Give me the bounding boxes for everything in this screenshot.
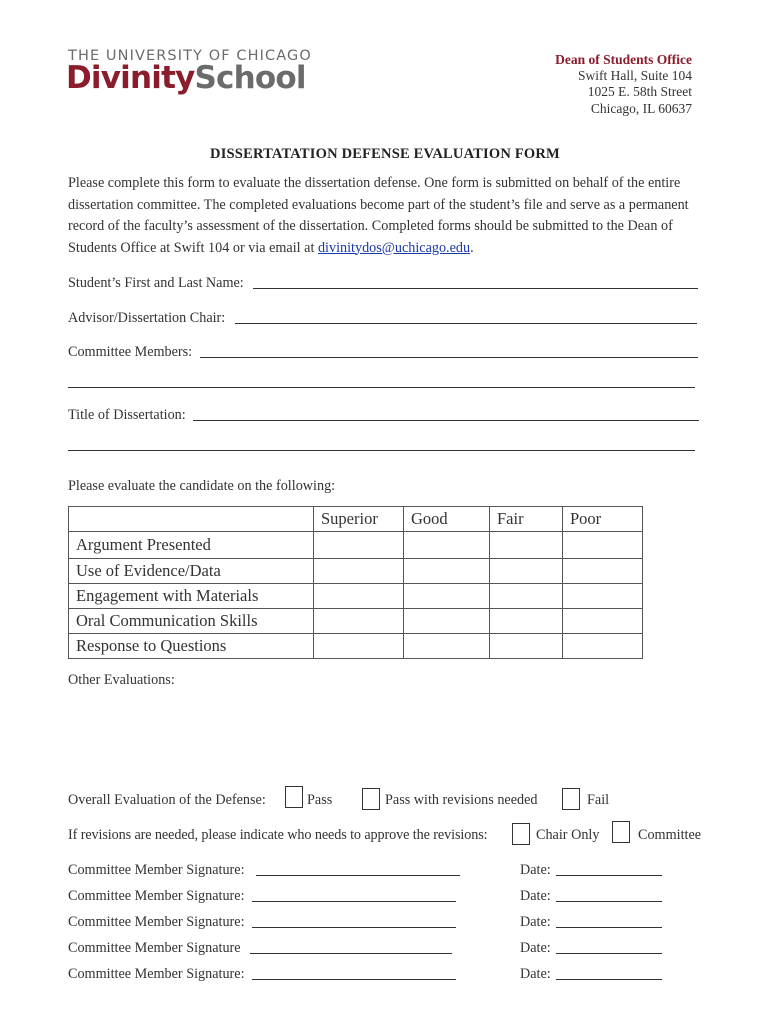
intro-text: Please complete this form to evaluate the dissertation defense. One form is submitted on behalf of the entire dissertation committee. The completed evaluations become part of the student’s file and serve as a permanent record of the faculty’s assessment of the dissertation. Completed forms should be submitted to the Dean of Students Office at Swift 104 or via email at xyxy=(68,175,689,256)
logo-university: THE UNIVERSITY OF CHICAGO xyxy=(68,48,312,64)
address-line-1: Swift Hall, Suite 104 xyxy=(578,68,692,84)
signature-label: Committee Member Signature: xyxy=(68,914,245,930)
rating-cell[interactable] xyxy=(314,609,404,634)
header-blank xyxy=(69,507,314,532)
signature-label: Committee Member Signature: xyxy=(68,862,245,878)
advisor-field[interactable] xyxy=(235,323,697,324)
criterion-engagement: Engagement with Materials xyxy=(69,584,314,609)
evaluation-table xyxy=(68,506,643,659)
intro-end: . xyxy=(470,239,474,256)
column-fair: Fair xyxy=(490,507,563,532)
committee-label: Committee xyxy=(638,827,702,843)
fail-checkbox[interactable] xyxy=(562,788,580,810)
date-field[interactable] xyxy=(556,979,662,980)
table-row xyxy=(69,559,643,584)
criterion-evidence: Use of Evidence/Data xyxy=(69,559,314,584)
rating-cell[interactable] xyxy=(490,584,563,609)
rating-cell[interactable] xyxy=(404,609,490,634)
committee-members-field-2[interactable] xyxy=(68,387,695,388)
signature-field[interactable] xyxy=(252,927,456,928)
evaluation-prompt: Please evaluate the candidate on the following: xyxy=(68,478,336,494)
revisions-label: If revisions are needed, please indicate who needs to approve the revisions: xyxy=(68,827,488,843)
rating-cell[interactable] xyxy=(563,532,643,559)
signature-field[interactable] xyxy=(252,979,456,980)
dissertation-title-label: Title of Dissertation: xyxy=(68,407,186,423)
rating-cell[interactable] xyxy=(314,559,404,584)
rating-cell[interactable] xyxy=(490,532,563,559)
column-good: Good xyxy=(404,507,490,532)
rating-cell[interactable] xyxy=(404,584,490,609)
intro-paragraph xyxy=(68,173,708,259)
advisor-label: Advisor/Dissertation Chair: xyxy=(68,310,226,326)
criterion-response: Response to Questions xyxy=(69,634,314,659)
rating-cell[interactable] xyxy=(563,609,643,634)
rating-cell[interactable] xyxy=(563,559,643,584)
rating-cell[interactable] xyxy=(314,584,404,609)
rating-cell[interactable] xyxy=(314,634,404,659)
rating-cell[interactable] xyxy=(490,559,563,584)
date-label: Date: xyxy=(520,914,551,930)
logo-word-school: School xyxy=(194,60,306,96)
criterion-argument: Argument Presented xyxy=(69,532,314,559)
table-row xyxy=(69,609,643,634)
pass-with-revisions-label: Pass with revisions needed xyxy=(385,792,538,808)
fail-label: Fail xyxy=(587,792,610,808)
rating-cell[interactable] xyxy=(404,532,490,559)
logo-divinity-school xyxy=(66,60,306,96)
office-address xyxy=(555,52,692,117)
signature-field[interactable] xyxy=(250,953,452,954)
date-label: Date: xyxy=(520,888,551,904)
rating-cell[interactable] xyxy=(404,559,490,584)
pass-checkbox[interactable] xyxy=(285,786,303,808)
form-title: DISSERTATATION DEFENSE EVALUATION FORM xyxy=(210,146,560,162)
committee-members-field[interactable] xyxy=(200,357,698,358)
student-name-field[interactable] xyxy=(253,288,698,289)
pass-label: Pass xyxy=(307,792,333,808)
rating-cell[interactable] xyxy=(563,634,643,659)
committee-members-label: Committee Members: xyxy=(68,344,193,360)
chair-only-label: Chair Only xyxy=(536,827,600,843)
table-row xyxy=(69,634,643,659)
date-label: Date: xyxy=(520,940,551,956)
committee-checkbox[interactable] xyxy=(612,821,630,843)
address-line-3: Chicago, IL 60637 xyxy=(590,100,692,116)
pass-with-revisions-checkbox[interactable] xyxy=(362,788,380,810)
signature-label: Committee Member Signature xyxy=(68,940,241,956)
date-field[interactable] xyxy=(556,927,662,928)
dissertation-title-field[interactable] xyxy=(193,420,699,421)
logo-word-divinity: Divinity xyxy=(66,60,195,96)
column-superior: Superior xyxy=(314,507,404,532)
rating-cell[interactable] xyxy=(314,532,404,559)
office-name: Dean of Students Office xyxy=(555,52,692,67)
date-label: Date: xyxy=(520,862,551,878)
column-poor: Poor xyxy=(563,507,643,532)
date-field[interactable] xyxy=(556,901,662,902)
signature-field[interactable] xyxy=(256,875,460,876)
table-row xyxy=(69,532,643,559)
chair-only-checkbox[interactable] xyxy=(512,823,530,845)
rating-cell[interactable] xyxy=(490,634,563,659)
rating-cell[interactable] xyxy=(563,584,643,609)
dissertation-title-field-2[interactable] xyxy=(68,450,695,451)
criterion-oral-communication: Oral Communication Skills xyxy=(69,609,314,634)
signature-label: Committee Member Signature: xyxy=(68,888,245,904)
date-label: Date: xyxy=(520,966,551,982)
email-link[interactable]: divinitydos@uchicago.edu xyxy=(317,239,471,256)
student-name-label: Student’s First and Last Name: xyxy=(68,275,244,291)
signature-label: Committee Member Signature: xyxy=(68,966,245,982)
date-field[interactable] xyxy=(556,875,662,876)
other-evaluations-label: Other Evaluations: xyxy=(68,672,175,688)
rating-cell[interactable] xyxy=(490,609,563,634)
table-row xyxy=(69,584,643,609)
overall-evaluation-label: Overall Evaluation of the Defense: xyxy=(68,792,266,808)
date-field[interactable] xyxy=(556,953,662,954)
table-header-row xyxy=(69,507,643,532)
rating-cell[interactable] xyxy=(404,634,490,659)
signature-field[interactable] xyxy=(252,901,456,902)
address-line-2: 1025 E. 58th Street xyxy=(587,84,692,100)
